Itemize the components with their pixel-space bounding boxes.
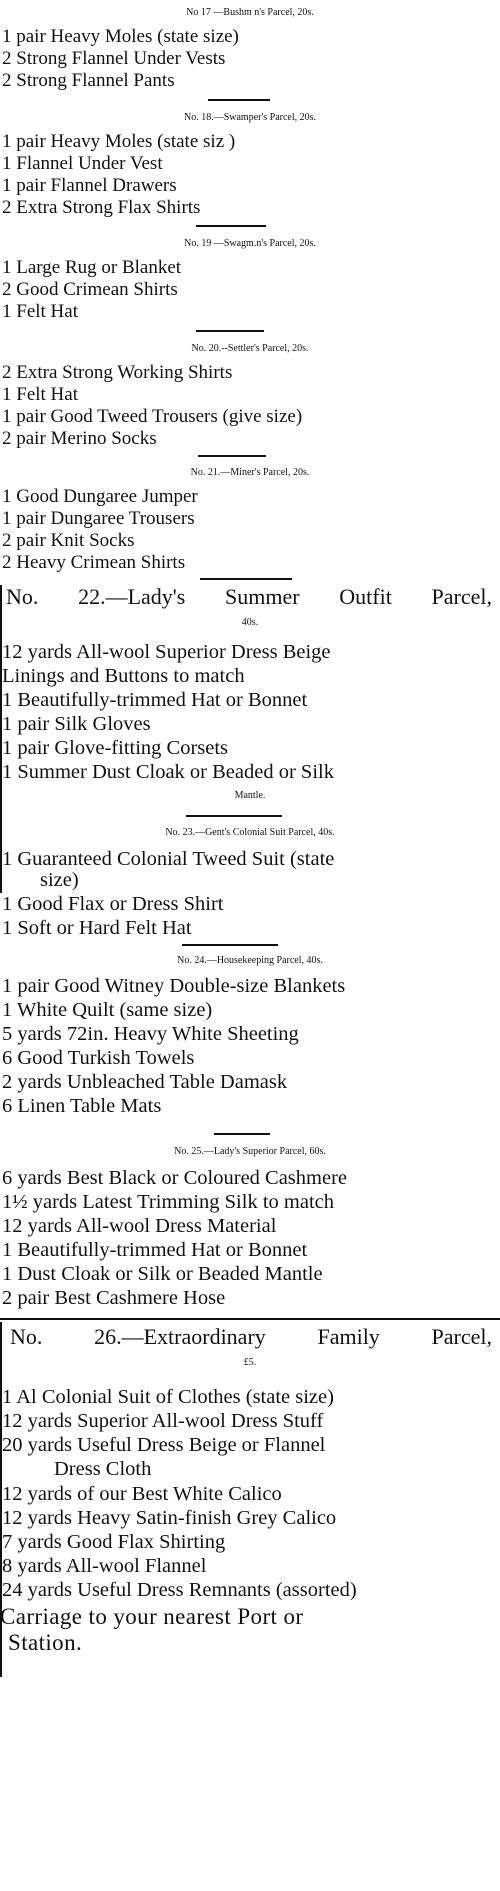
parcel-21-item: 1 Good Dungaree Jumper — [2, 486, 198, 507]
parcel-20-item: 2 Extra Strong Working Shirts — [2, 362, 233, 383]
separator-rule — [198, 455, 266, 457]
parcel-24-item: 6 Linen Table Mats — [2, 1095, 162, 1117]
separator-rule — [196, 330, 264, 332]
parcel-26-item: 24 yards Useful Dress Remnants (assorted) — [2, 1579, 357, 1601]
parcel-26-heading-price: £5. — [243, 1357, 257, 1368]
carriage-note-continued: Station. — [8, 1630, 83, 1655]
parcel-25-item: 1 Beautifully-trimmed Hat or Bonnet — [2, 1239, 308, 1261]
parcel-24-item: 1 White Quilt (same size) — [2, 999, 213, 1021]
parcel-26-item: 12 yards Heavy Satin-finish Grey Calico — [2, 1507, 337, 1529]
parcel-23-item: 1 Good Flax or Dress Shirt — [2, 893, 224, 915]
parcel-26-item: 12 yards Superior All-wool Dress Stuff — [2, 1410, 324, 1432]
separator-rule — [182, 944, 278, 946]
parcel-24-item: 1 pair Good Witney Double-size Blankets — [2, 975, 346, 997]
parcel-18-item: 1 pair Heavy Moles (state siz ) — [2, 131, 236, 152]
parcel-25-item: 6 yards Best Black or Coloured Cashmere — [2, 1167, 348, 1189]
parcel-17-item: 1 pair Heavy Moles (state size) — [2, 26, 239, 47]
parcel-21-item: 2 pair Knit Socks — [2, 530, 135, 551]
parcel-25-item: 1½ yards Latest Trimming Silk to match — [2, 1191, 334, 1213]
parcel-26-item: 7 yards Good Flax Shirting — [2, 1531, 226, 1553]
parcel-18-item: 2 Extra Strong Flax Shirts — [2, 197, 201, 218]
parcel-22-item: 1 Summer Dust Cloak or Beaded or Silk — [2, 761, 334, 783]
parcel-23-item-continued: size) — [40, 869, 79, 891]
parcel-19-item: 2 Good Crimean Shirts — [2, 279, 178, 300]
parcel-23-item: 1 Guaranteed Colonial Tweed Suit (state — [2, 848, 335, 870]
parcel-26-item: 8 yards All-wool Flannel — [2, 1555, 207, 1577]
parcel-25-item: 1 Dust Cloak or Silk or Beaded Mantle — [2, 1263, 323, 1285]
parcel-17-item: 2 Strong Flannel Under Vests — [2, 48, 226, 69]
separator-rule — [186, 815, 282, 817]
parcel-18-item: 1 Flannel Under Vest — [2, 153, 163, 174]
parcel-17-item: 2 Strong Flannel Pants — [2, 70, 175, 91]
separator-rule — [214, 1133, 270, 1135]
parcel-22-item: Linings and Buttons to match — [2, 665, 245, 687]
parcel-18-item: 1 pair Flannel Drawers — [2, 175, 177, 196]
parcel-22-item: 1 pair Silk Gloves — [2, 713, 151, 735]
parcel-18-heading: No. 18.—Swamper's Parcel, 20s. — [183, 112, 317, 123]
parcel-26-item: 1 Al Colonial Suit of Clothes (state size) — [2, 1386, 334, 1408]
parcel-26-item: 12 yards of our Best White Calico — [2, 1483, 282, 1505]
parcel-20-item: 2 pair Merino Socks — [2, 428, 157, 449]
separator-rule — [196, 225, 266, 227]
separator-rule — [200, 578, 292, 580]
parcel-23-heading: No. 23.—Gent's Colonial Suit Parcel, 40s. — [165, 827, 335, 838]
parcel-19-item: 1 Felt Hat — [2, 301, 78, 322]
parcel-26-heading: No. 26.—Extraordinary Family Parcel, — [10, 1324, 492, 1349]
carriage-note: Carriage to your nearest Port or — [0, 1604, 304, 1629]
parcel-22-item: 1 Beautifully-trimmed Hat or Bonnet — [2, 689, 308, 711]
parcel-26-item: 20 yards Useful Dress Beige or Flannel — [2, 1434, 326, 1456]
parcel-19-heading: No. 19 —Swagm.n's Parcel, 20s. — [184, 238, 316, 249]
parcel-19-item: 1 Large Rug or Blanket — [2, 257, 182, 278]
parcel-25-item: 2 pair Best Cashmere Hose — [2, 1287, 226, 1309]
parcel-25-heading: No. 25.—Lady's Superior Parcel, 60s. — [174, 1146, 326, 1157]
parcel-24-item: 2 yards Unbleached Table Damask — [2, 1071, 288, 1093]
parcel-24-heading: No. 24.—Housekeeping Parcel, 40s. — [177, 955, 323, 966]
separator-rule — [208, 99, 270, 101]
parcel-24-item: 6 Good Turkish Towels — [2, 1047, 195, 1069]
parcel-22-heading-price: 40s. — [241, 617, 259, 628]
parcel-22-heading: No. 22.—Lady's Summer Outfit Parcel, — [6, 584, 492, 609]
parcel-22-item-continued: Mantle. — [234, 790, 266, 801]
parcel-20-heading: No. 20.--Settler's Parcel, 20s. — [191, 343, 309, 354]
parcel-21-heading: No. 21.—Miner's Parcel, 20s. — [190, 467, 310, 478]
parcel-17-heading: No 17 —Bushm n's Parcel, 20s. — [186, 7, 314, 18]
parcel-26-item-continued: Dress Cloth — [54, 1458, 152, 1480]
parcel-20-item: 1 pair Good Tweed Trousers (give size) — [2, 406, 303, 427]
parcel-20-item: 1 Felt Hat — [2, 384, 78, 405]
parcel-25-item: 12 yards All-wool Dress Material — [2, 1215, 277, 1237]
parcel-22-item: 12 yards All-wool Superior Dress Beige — [2, 641, 331, 663]
parcel-24-item: 5 yards 72in. Heavy White Sheeting — [2, 1023, 299, 1045]
separator-rule-full — [0, 1318, 500, 1320]
parcel-22-item: 1 pair Glove-fitting Corsets — [2, 737, 229, 759]
parcel-21-item: 1 pair Dungaree Trousers — [2, 508, 195, 529]
parcel-23-item: 1 Soft or Hard Felt Hat — [2, 917, 192, 939]
parcel-21-item: 2 Heavy Crimean Shirts — [2, 552, 186, 573]
